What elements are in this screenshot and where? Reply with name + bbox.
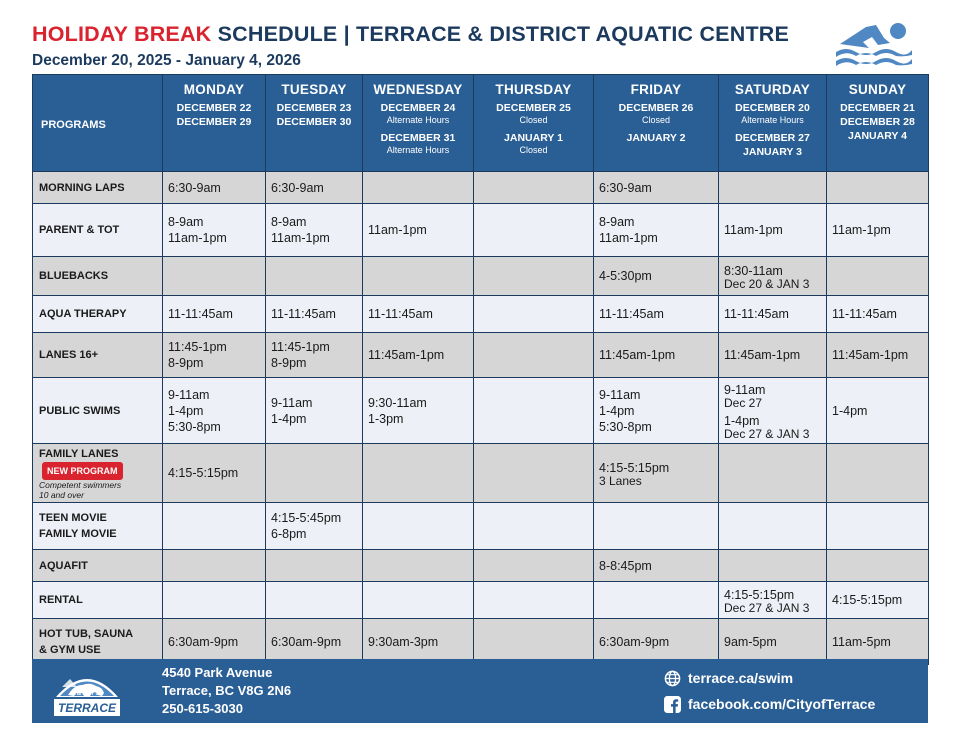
city-of-terrace-logo	[50, 665, 124, 717]
table-row	[33, 503, 929, 550]
time-cell	[163, 582, 266, 619]
time-cell	[719, 204, 827, 257]
time-slot: 8:30-11am	[724, 263, 783, 278]
time-cell	[363, 619, 474, 665]
time-cell	[363, 172, 474, 204]
facebook-link-row[interactable]	[664, 691, 875, 717]
time-cell	[594, 550, 719, 582]
program-name: & GYM USE	[39, 643, 101, 656]
time-cell	[719, 444, 827, 503]
schedule-table	[32, 74, 929, 665]
time-cell	[266, 619, 363, 665]
program-name: BLUEBACKS	[39, 270, 109, 282]
website-link[interactable]: terrace.ca/swim	[688, 670, 794, 686]
time-cell	[719, 550, 827, 582]
time-slot: 1-3pm	[368, 411, 404, 426]
program-name-cell	[33, 257, 163, 296]
day-name: MONDAY	[183, 82, 245, 97]
time-cell	[594, 582, 719, 619]
table-row	[33, 619, 929, 665]
time-cell	[163, 550, 266, 582]
time-cell	[474, 619, 594, 665]
title-highlight: HOLIDAY BREAK	[32, 22, 212, 46]
time-slot: 11:45am-1pm	[832, 348, 909, 362]
time-cell	[827, 444, 929, 503]
time-cell	[163, 172, 266, 204]
time-cell	[474, 257, 594, 296]
time-cell	[266, 582, 363, 619]
table-row	[33, 257, 929, 296]
time-slot: 5:30-8pm	[168, 419, 221, 434]
time-slot: 5:30-8pm	[599, 419, 652, 434]
time-cell	[827, 582, 929, 619]
day-header-saturday	[719, 75, 827, 172]
program-name-cell	[33, 503, 163, 550]
time-slot: 1-4pm	[832, 403, 868, 418]
time-cell	[266, 204, 363, 257]
time-cell	[363, 378, 474, 444]
time-slot: 11:45-1pm	[271, 340, 330, 354]
time-cell	[363, 503, 474, 550]
day-header-friday	[594, 75, 719, 172]
time-slot: 6:30-9am	[168, 180, 221, 195]
time-cell	[474, 333, 594, 378]
time-cell	[266, 172, 363, 204]
title-rest: SCHEDULE | TERRACE & DISTRICT AQUATIC CENTRE	[217, 22, 790, 46]
time-slot: 11-11:45am	[832, 307, 897, 321]
time-cell	[163, 257, 266, 296]
facebook-icon	[664, 696, 681, 713]
new-program-badge: NEW PROGRAM	[42, 462, 123, 480]
program-name: FAMILY MOVIE	[39, 528, 117, 540]
time-slot: 4:15-5:15pm	[832, 593, 903, 607]
time-cell	[363, 204, 474, 257]
time-slot: 8-9am	[271, 215, 307, 229]
program-note: Competent swimmers	[39, 480, 122, 490]
time-slot: 11am-1pm	[368, 223, 427, 237]
time-cell	[719, 503, 827, 550]
table-row	[33, 550, 929, 582]
time-slot: 11:45am-1pm	[368, 348, 445, 362]
day-date: JANUARY 4	[848, 130, 907, 142]
program-name-cell	[33, 582, 163, 619]
day-date: JANUARY 2	[626, 132, 686, 144]
day-name: TUESDAY	[281, 82, 347, 97]
time-cell	[474, 296, 594, 333]
time-cell	[594, 257, 719, 296]
time-slot: 11-11:45am	[271, 307, 336, 321]
schedule-body	[33, 172, 929, 665]
day-note: Closed	[519, 145, 548, 155]
day-note: Alternate Hours	[386, 145, 450, 155]
contact-links	[664, 665, 875, 717]
program-name-cell	[33, 619, 163, 665]
day-name: THURSDAY	[495, 82, 572, 97]
program-name: LANES 16+	[39, 349, 98, 361]
time-slot: 1-4pm	[724, 413, 760, 428]
program-name-cell	[33, 172, 163, 204]
table-row	[33, 378, 929, 444]
programs-header: PROGRAMS	[33, 75, 163, 172]
day-header-wednesday	[363, 75, 474, 172]
time-cell	[719, 582, 827, 619]
header-row	[33, 75, 929, 172]
time-cell	[827, 550, 929, 582]
day-note: Closed	[519, 115, 548, 125]
time-cell	[719, 296, 827, 333]
address-line: 4540 Park Avenue	[162, 665, 273, 680]
time-cell	[719, 378, 827, 444]
day-date: DECEMBER 28	[840, 116, 915, 128]
time-slot: 4:15-5:15pm	[724, 587, 795, 602]
time-cell	[594, 378, 719, 444]
day-date: DECEMBER 27	[735, 132, 810, 144]
time-cell	[474, 582, 594, 619]
time-slot: 9-11am	[271, 395, 313, 410]
table-row	[33, 172, 929, 204]
time-note: Dec 27	[724, 395, 763, 410]
program-name: PARENT & TOT	[39, 224, 120, 236]
time-slot: 8-9am	[599, 215, 635, 229]
time-slot: 11-11:45am	[724, 307, 789, 321]
time-slot: 4:15-5:15pm	[168, 466, 239, 480]
time-slot: 1-4pm	[271, 411, 307, 426]
time-cell	[363, 296, 474, 333]
logo-small-text: THE CITY OF	[71, 691, 103, 697]
time-cell	[266, 296, 363, 333]
program-name: MORNING LAPS	[39, 181, 125, 194]
date-range: December 20, 2025 - January 4, 2026	[32, 52, 301, 69]
program-name-cell	[33, 378, 163, 444]
table-row	[33, 296, 929, 333]
table-row	[33, 444, 929, 503]
time-note: Dec 20 & JAN 3	[724, 276, 810, 291]
time-slot: 4-5:30pm	[599, 269, 652, 283]
program-name-cell	[33, 333, 163, 378]
time-slot: 9-11am	[724, 382, 766, 397]
footer	[32, 659, 928, 723]
day-name: SUNDAY	[848, 82, 907, 97]
time-cell	[594, 503, 719, 550]
time-cell	[474, 550, 594, 582]
time-cell	[827, 333, 929, 378]
day-date: DECEMBER 21	[840, 102, 915, 114]
program-name: HOT TUB, SAUNA	[39, 627, 134, 640]
time-slot: 6:30am-9pm	[271, 634, 342, 649]
time-cell	[163, 619, 266, 665]
day-name: FRIDAY	[630, 82, 682, 97]
time-cell	[719, 257, 827, 296]
program-name: AQUA THERAPY	[39, 308, 127, 320]
time-cell	[827, 503, 929, 550]
time-note: Dec 27 & JAN 3	[724, 600, 810, 615]
page-title	[32, 22, 789, 47]
time-slot: 6:30-9am	[599, 180, 652, 195]
time-slot: 6:30am-9pm	[599, 634, 670, 649]
time-cell	[163, 503, 266, 550]
time-cell	[363, 257, 474, 296]
time-slot: 11-11:45am	[368, 307, 433, 321]
website-link-row[interactable]	[664, 665, 875, 691]
time-cell	[719, 333, 827, 378]
time-cell	[827, 296, 929, 333]
time-slot: 11am-1pm	[724, 223, 783, 237]
time-slot: 9:30-11am	[368, 395, 427, 410]
program-name-cell	[33, 296, 163, 333]
table-row	[33, 333, 929, 378]
time-slot: 9am-5pm	[724, 634, 777, 649]
day-date: DECEMBER 23	[276, 102, 352, 114]
program-name: FAMILY LANES	[39, 448, 119, 460]
time-slot: 11am-5pm	[832, 634, 891, 649]
time-cell	[827, 172, 929, 204]
time-slot: 4:15-5:15pm	[599, 460, 670, 475]
time-slot: 11-11:45am	[599, 307, 664, 321]
time-cell	[474, 378, 594, 444]
time-cell	[719, 172, 827, 204]
time-slot: 8-9pm	[271, 356, 307, 370]
table-row	[33, 582, 929, 619]
time-slot: 1-4pm	[168, 403, 204, 418]
time-cell	[266, 333, 363, 378]
day-note: Alternate Hours	[386, 115, 450, 125]
day-date: JANUARY 1	[504, 132, 563, 144]
day-note: Alternate Hours	[741, 115, 804, 125]
time-cell	[163, 204, 266, 257]
time-cell	[266, 378, 363, 444]
time-slot: 6-8pm	[271, 527, 307, 541]
table-row	[33, 204, 929, 257]
time-cell	[163, 444, 266, 503]
day-date: DECEMBER 31	[380, 132, 456, 144]
time-slot: 8-9pm	[168, 356, 204, 370]
time-cell	[266, 550, 363, 582]
day-header-thursday	[474, 75, 594, 172]
time-slot: 6:30am-9pm	[168, 634, 239, 649]
time-cell	[266, 257, 363, 296]
time-cell	[719, 619, 827, 665]
time-cell	[363, 582, 474, 619]
program-name: RENTAL	[39, 594, 83, 606]
time-slot: 11:45-1pm	[168, 340, 227, 354]
time-cell	[594, 172, 719, 204]
address-line: Terrace, BC V8G 2N6	[162, 683, 292, 698]
day-date: DECEMBER 25	[496, 102, 571, 114]
day-date: JANUARY 3	[743, 146, 802, 158]
time-cell	[827, 204, 929, 257]
time-slot: 4:15-5:45pm	[271, 511, 342, 525]
time-cell	[474, 172, 594, 204]
time-cell	[827, 378, 929, 444]
day-name: WEDNESDAY	[373, 82, 463, 97]
time-cell	[363, 444, 474, 503]
time-cell	[474, 503, 594, 550]
program-name: TEEN MOVIE	[39, 512, 107, 524]
time-slot: 11am-1pm	[168, 231, 227, 245]
day-header-tuesday	[266, 75, 363, 172]
time-cell	[594, 619, 719, 665]
day-header-monday	[163, 75, 266, 172]
logo-big-text: TERRACE	[57, 701, 117, 715]
time-slot: 6:30-9am	[271, 180, 324, 195]
globe-icon	[664, 670, 681, 687]
time-cell	[594, 333, 719, 378]
program-name-cell	[33, 550, 163, 582]
swimmer-icon	[832, 14, 912, 68]
time-note: Dec 27 & JAN 3	[724, 426, 810, 441]
time-note: 3 Lanes	[599, 473, 642, 488]
program-name: PUBLIC SWIMS	[39, 404, 121, 417]
time-cell	[474, 204, 594, 257]
time-slot: 11am-1pm	[271, 231, 330, 245]
day-date: DECEMBER 20	[735, 102, 810, 114]
time-slot: 11am-1pm	[832, 223, 891, 237]
time-cell	[594, 296, 719, 333]
time-slot: 11am-1pm	[599, 231, 658, 245]
day-name: SATURDAY	[734, 82, 811, 97]
phone-number: 250-615-3030	[162, 701, 243, 716]
program-name-cell	[33, 204, 163, 257]
time-slot: 11:45am-1pm	[724, 348, 801, 362]
time-cell	[163, 296, 266, 333]
time-slot: 11:45am-1pm	[599, 348, 676, 362]
time-slot: 8-8:45pm	[599, 558, 652, 573]
time-cell	[363, 550, 474, 582]
time-cell	[163, 378, 266, 444]
time-slot: 9:30am-3pm	[368, 634, 439, 649]
time-slot: 9-11am	[599, 387, 641, 402]
day-date: DECEMBER 30	[276, 116, 352, 128]
time-cell	[163, 333, 266, 378]
time-slot: 1-4pm	[599, 403, 635, 418]
day-note: Closed	[641, 115, 670, 125]
time-cell	[266, 503, 363, 550]
day-date: DECEMBER 24	[380, 102, 456, 114]
time-cell	[474, 444, 594, 503]
program-name: AQUAFIT	[39, 559, 88, 572]
program-note: 10 and over	[39, 490, 84, 500]
contact-address	[162, 664, 291, 718]
program-name-cell	[33, 444, 163, 503]
time-slot: 11-11:45am	[168, 307, 233, 321]
time-cell	[266, 444, 363, 503]
day-header-sunday	[827, 75, 929, 172]
day-date: DECEMBER 22	[176, 102, 252, 114]
time-cell	[363, 333, 474, 378]
time-slot: 8-9am	[168, 215, 204, 229]
time-cell	[594, 204, 719, 257]
time-cell	[827, 257, 929, 296]
time-cell	[594, 444, 719, 503]
facebook-link[interactable]: facebook.com/CityofTerrace	[688, 696, 876, 712]
day-date: DECEMBER 29	[176, 116, 252, 128]
time-cell	[827, 619, 929, 665]
day-date: DECEMBER 26	[618, 102, 694, 114]
time-slot: 9-11am	[168, 387, 210, 402]
